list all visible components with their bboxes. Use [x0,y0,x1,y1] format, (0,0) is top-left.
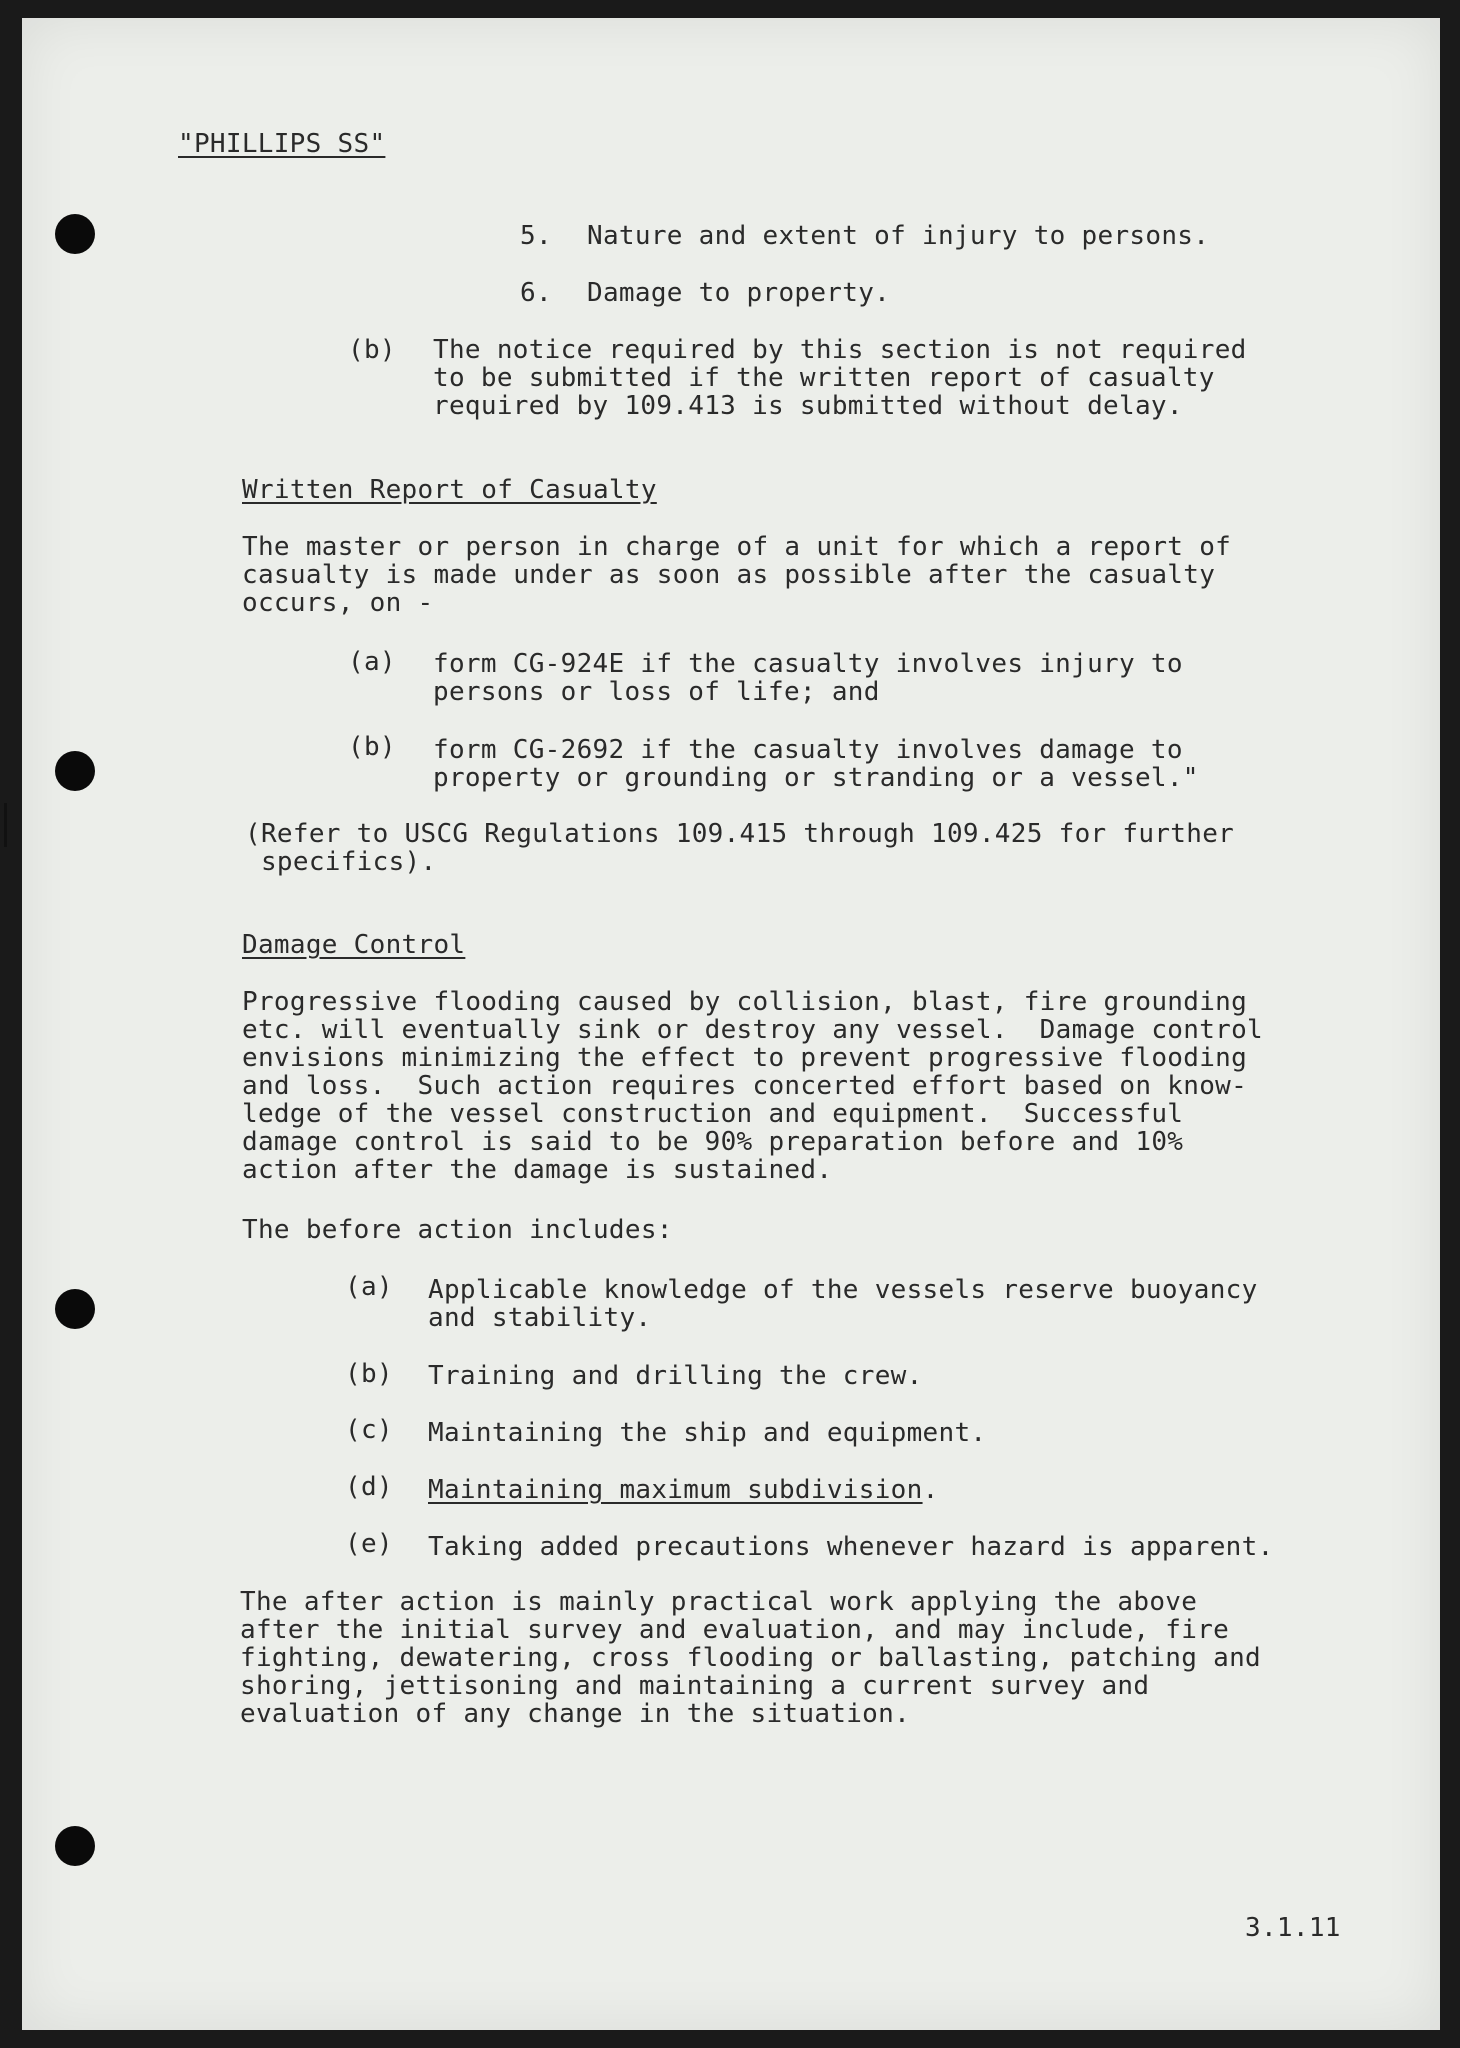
paragraph-line: action after the damage is sustained. [242,1155,833,1185]
list-item-label: (c) [345,1415,393,1445]
paragraph-line: to be submitted if the written report of casualty [433,363,1215,393]
list-item-text [428,1476,939,1504]
paragraph-line: fighting, dewatering, cross flooding or ballasting, patching and [240,1643,1262,1673]
margin-mark [4,803,7,847]
list-item-text: form CG-924E if the casualty involves injury to [433,649,1183,679]
paragraph-line: The notice required by this section is not required [433,335,1247,365]
list-item-label: (b) [348,732,396,762]
list-item-label: (b) [345,1359,393,1389]
document-title: "PHILLIPS SS" [178,129,386,159]
punch-hole [55,751,95,791]
paragraph-line: damage control is said to be 90% preparation before and 10% [242,1127,1184,1157]
section-heading: Written Report of Casualty [242,475,657,505]
punctuation: . [922,1475,939,1505]
underlined-text: Maintaining maximum subdivision [428,1475,923,1505]
paragraph-line: (Refer to USCG Regulations 109.415 through 109.425 for further [245,819,1235,849]
paragraph-line: evaluation of any change in the situation. [240,1699,911,1729]
list-item-text: Damage to property. [587,278,891,308]
paragraph-line: The master or person in charge of a unit for which a report of [242,532,1232,562]
punch-hole [55,1289,95,1329]
paragraph-line: ledge of the vessel construction and equipment. Successful [242,1099,1184,1129]
list-item-text: Nature and extent of injury to persons. [587,221,1210,251]
list-item-text: Maintaining the ship and equipment. [428,1418,987,1448]
list-item-text: Taking added precautions whenever hazard is apparent. [428,1532,1274,1562]
list-item-label: (d) [345,1472,393,1502]
list-item-number: 6. [520,278,552,308]
paragraph-line: required by 109.413 is submitted without delay. [433,391,1183,421]
list-item-label: (a) [345,1272,393,1302]
list-item-text: Applicable knowledge of the vessels reserve buoyancy [428,1275,1258,1305]
list-item-text: property or grounding or stranding or a vessel." [433,763,1199,793]
list-item-number: 5. [520,221,552,251]
list-item-label: (a) [348,647,396,677]
list-item-label: (e) [345,1529,393,1559]
paragraph-line: and loss. Such action requires concerted effort based on know- [242,1071,1248,1101]
page-number: 3.1.11 [1245,1913,1341,1943]
paragraph-line: specifics). [245,847,437,877]
punch-hole [55,1826,95,1866]
paragraph-line: Progressive flooding caused by collision, blast, fire grounding [242,987,1248,1017]
list-item-text: form CG-2692 if the casualty involves damage to [433,735,1183,765]
paragraph-line: casualty is made under as soon as possible after the casualty [242,560,1216,590]
paragraph-line: occurs, on - [242,588,434,618]
paragraph-line: The before action includes: [242,1215,673,1245]
paragraph-line: shoring, jettisoning and maintaining a current survey and [240,1671,1150,1701]
punch-hole [55,214,95,254]
list-item-text: persons or loss of life; and [433,677,880,707]
paragraph-line: etc. will eventually sink or destroy any vessel. Damage control [242,1015,1264,1045]
paragraph-line: envisions minimizing the effect to prevent progressive flooding [242,1043,1248,1073]
list-item-text: and stability. [428,1303,652,1333]
list-item-text: Training and drilling the crew. [428,1361,923,1391]
list-item-label: (b) [348,335,396,365]
paragraph-line: The after action is mainly practical work applying the above [240,1587,1198,1617]
paragraph-line: after the initial survey and evaluation, and may include, fire [240,1615,1230,1645]
section-heading: Damage Control [242,930,466,960]
